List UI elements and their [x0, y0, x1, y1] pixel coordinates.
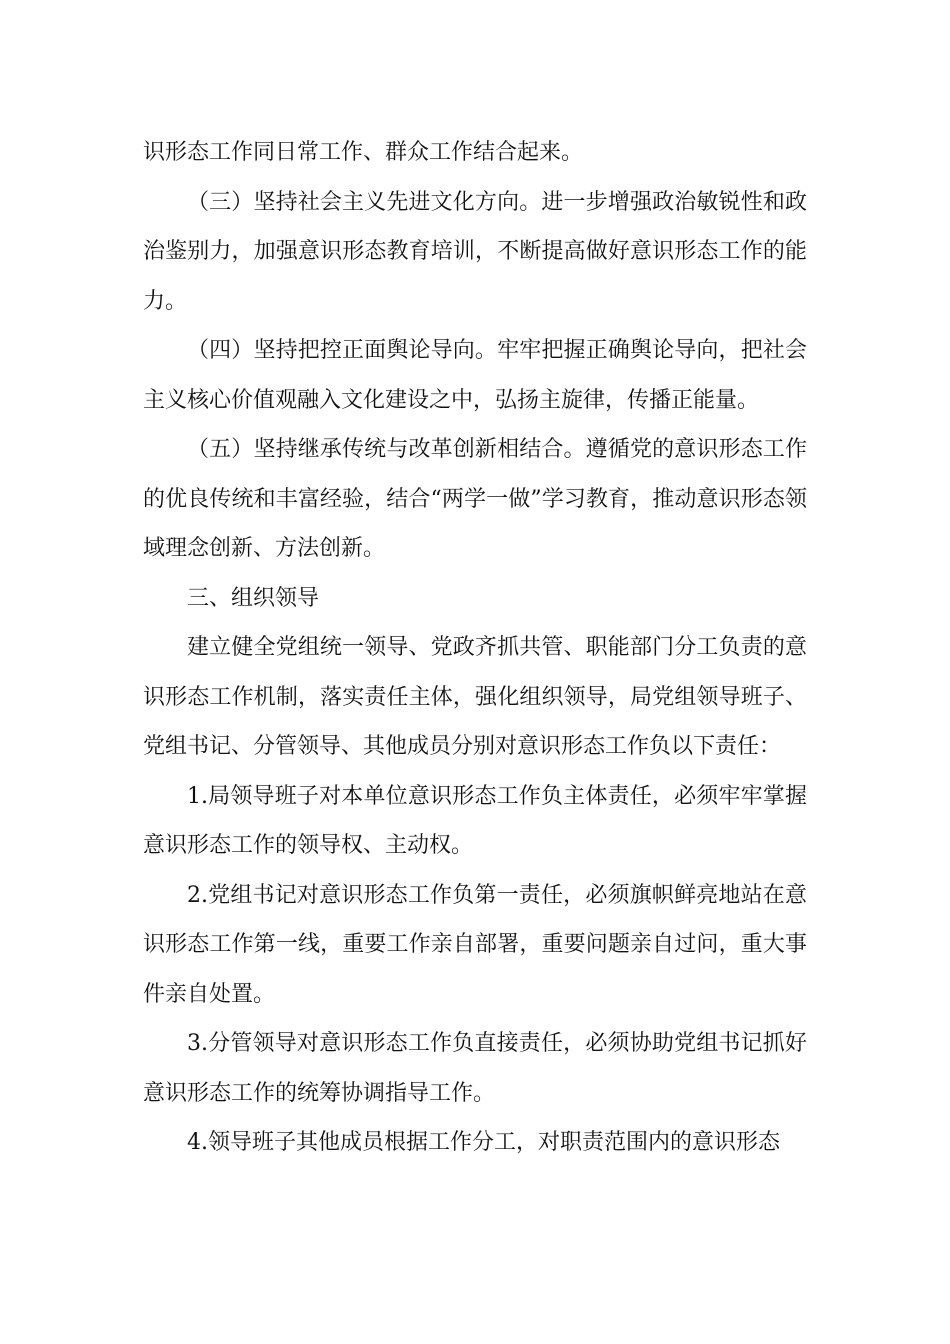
list-item-1: 1.局领导班子对本单位意识形态工作负主体责任，必须牢牢掌握意识形态工作的领导权、主动权。 [143, 783, 807, 858]
paragraph-organization-intro: 建立健全党组统一领导、党政齐抓共管、职能部门分工负责的意识形态工作机制，落实责任主体，强化组织领导，局党组领导班子、党组书记、分管领导、其他成员分别对意识形态工作负以下责任： [143, 635, 807, 759]
document-body [143, 128, 807, 1168]
section-heading-organization: 三、组织领导 [187, 585, 320, 611]
paragraph-item-4: （四）坚持把控正面舆论导向。牢牢把握正确舆论导向，把社会主义核心价值观融入文化建设之中，弘扬主旋律，传播正能量。 [143, 338, 807, 413]
list-item-2: 2.党组书记对意识形态工作负第一责任，必须旗帜鲜亮地站在意识形态工作第一线，重要工作亲自部署，重要问题亲自过问，重大事件亲自处置。 [143, 882, 807, 1007]
paragraph-item-5: （五）坚持继承传统与改革创新相结合。遵循党的意识形态工作的优良传统和丰富经验，结合“两学一做”学习教育，推动意识形态领域理念创新、方法创新。 [143, 437, 807, 561]
list-item-4: 4.领导班子其他成员根据工作分工，对职责范围内的意识形态 [187, 1130, 780, 1155]
list-item-3: 3.分管领导对意识形态工作负直接责任，必须协助党组书记抓好意识形态工作的统筹协调指导工作。 [143, 1031, 807, 1106]
paragraph-item-3: （三）坚持社会主义先进文化方向。进一步增强政治敏锐性和政治鉴别力，加强意识形态教育培训，不断提高做好意识形态工作的能力。 [143, 189, 807, 314]
paragraph-continuation: 识形态工作同日常工作、群众工作结合起来。 [143, 140, 584, 165]
